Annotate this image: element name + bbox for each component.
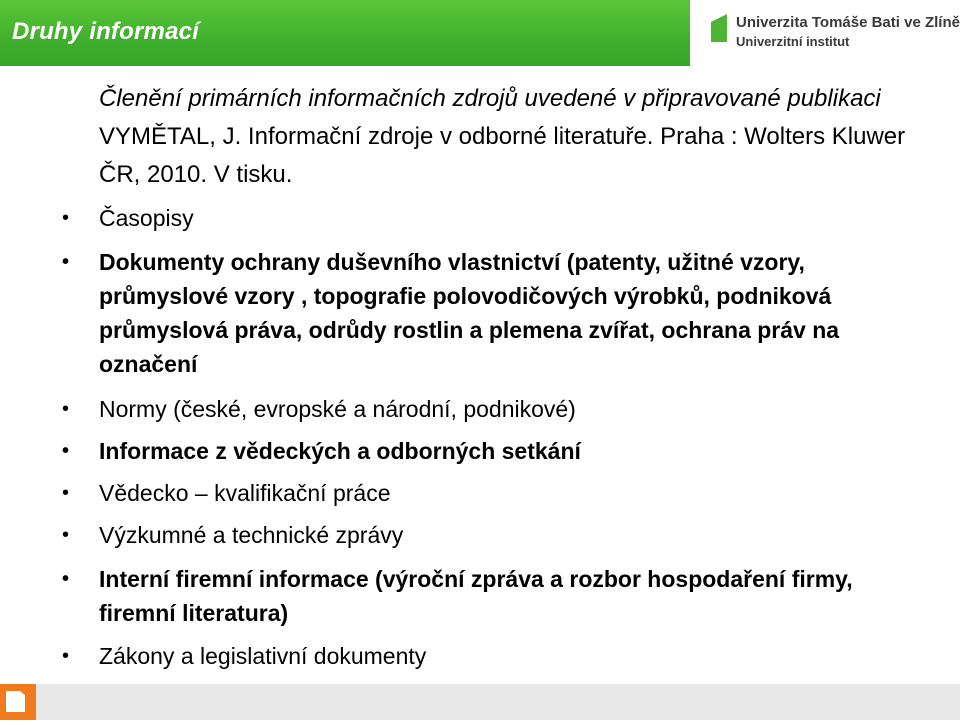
list-item-text: Normy (české, evropské a národní, podnikové) — [99, 396, 576, 422]
bullet-icon: • — [62, 207, 70, 229]
list-item-text: Výzkumné a technické zprávy — [99, 522, 404, 548]
list-item — [62, 434, 919, 468]
list-item-text: Zákony a legislativní dokumenty — [99, 643, 427, 669]
slide-title: Druhy informací — [12, 18, 200, 45]
list-item — [62, 201, 919, 235]
intro-text — [99, 80, 939, 194]
list-item — [62, 639, 919, 673]
list-item — [62, 245, 919, 381]
header-bar — [0, 0, 690, 66]
bullet-icon: • — [62, 440, 70, 462]
university-logo-icon — [711, 14, 727, 42]
logo-university-name: Univerzita Tomáše Bati ve Zlíně — [736, 14, 960, 31]
intro-line-1: Členění primárních informačních zdrojů uvedené v připravované publikaci — [99, 85, 881, 112]
list-item — [62, 518, 919, 552]
bullet-icon: • — [62, 568, 70, 590]
intro-line-2: VYMĚTAL, J. Informační zdroje v odborné literatuře. Praha : Wolters Kluwer — [99, 123, 906, 150]
list-item-text: Časopisy — [99, 205, 194, 231]
intro-line-3: ČR, 2010. V tisku. — [99, 161, 293, 188]
bullet-icon: • — [62, 398, 70, 420]
university-logo — [690, 0, 960, 66]
bullet-icon: • — [62, 482, 70, 504]
bullet-icon: • — [62, 524, 70, 546]
list-item — [62, 562, 919, 630]
list-item-text: Interní firemní informace (výroční zpráva a rozbor hospodaření firmy, firemní literatura) — [99, 566, 853, 626]
bullet-icon: • — [62, 251, 70, 273]
list-item-text: Vědecko – kvalifikační práce — [99, 480, 391, 506]
list-item — [62, 476, 919, 510]
bullet-icon: • — [62, 645, 70, 667]
list-item-text: Informace z vědeckých a odborných setkání — [99, 438, 581, 464]
list-item-text: Dokumenty ochrany duševního vlastnictví (patenty, užitné vzory, průmyslové vzory , topografie polovodičových výrobků, podniková průmyslová práva, odrůdy rostlin a plemena zvířat, ochrana práv na označení — [99, 249, 840, 377]
list-item — [62, 392, 919, 426]
logo-institute-name: Univerzitní institut — [736, 34, 850, 49]
footer-strip — [0, 684, 960, 720]
book-icon — [0, 684, 36, 720]
